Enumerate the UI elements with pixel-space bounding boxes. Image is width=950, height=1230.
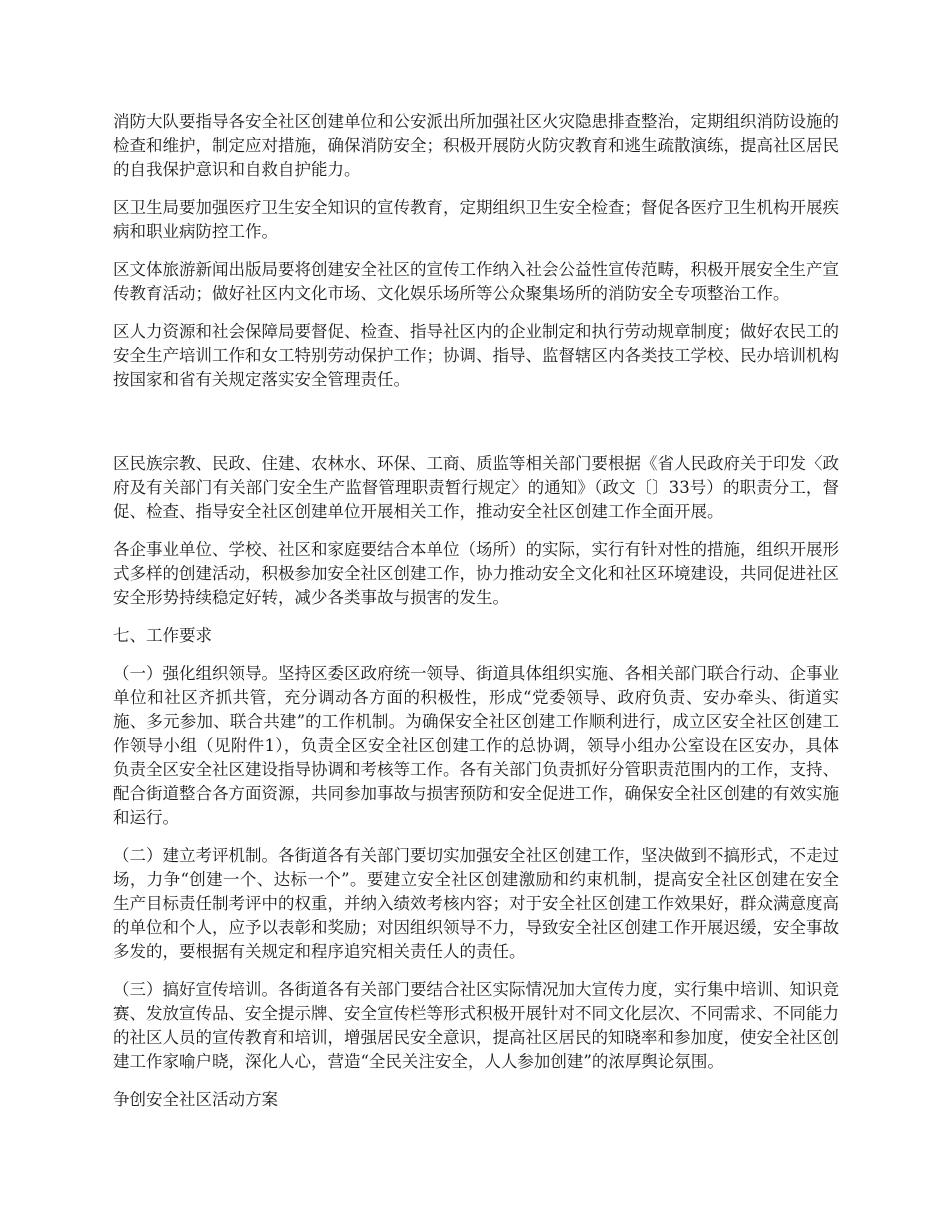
paragraph-enterprises: 各企事业单位、学校、社区和家庭要结合本单位（场所）的实际，实行有针对性的措施，组织开展形式多样的创建活动，积极参加安全社区创建工作，协力推动安全文化和社区环境建设，共同促进社区安全形势持续稳定好转，减少各类事故与损害的发生。 [113,540,839,607]
closing-title: 争创安全社区活动方案 [113,1090,278,1109]
requirement-item: （一）强化组织领导。坚持区委区政府统一领导、街道具体组织实施、各相关部门联合行动、企事业单位和社区齐抓共管，充分调动各方面的积极性，形成“党委领导、政府负责、安办牵头、街道实施、多元参加、联合共建”的工作机制。为确保安全社区创建工作顺利进行，成立区安全社区创建工作领导小组（见附件1），负责全区安全社区创建工作的总协调，领导小组办公室设在区安办，具体负责全区安全社区建设指导协调和考核等工作。各有关部门负责抓好分管职责范围内的工作，支持、配合街道整合各方面资源，共同参加事故与损害预防和安全促进工作，确保安全社区创建的有效实施和运行。 [113,664,839,827]
section-heading: 七、工作要求 [113,626,212,645]
paragraph-hr-bureau: 区人力资源和社会保障局要督促、检查、指导社区内的企业制定和执行劳动规章制度；做好农民工的安全生产培训工作和女工特别劳动保护工作；协调、指导、监督辖区内各类技工学校、民办培训机构按国家和省有关规定落实安全管理责任。 [113,322,839,389]
page-break-gap [113,406,839,452]
paragraph-health-bureau: 区卫生局要加强医疗卫生安全知识的宣传教育，定期组织卫生安全检查；督促各医疗卫生机构开展疾病和职业病防控工作。 [113,198,839,241]
paragraph-culture-bureau: 区文体旅游新闻出版局要将创建安全社区的宣传工作纳入社会公益性宣传范畴，积极开展安全生产宣传教育活动；做好社区内文化市场、文化娱乐场所等公众聚集场所的消防安全专项整治工作。 [113,260,839,303]
document-page [113,110,839,1126]
requirement-item: （二）建立考评机制。各街道各有关部门要切实加强安全社区创建工作，坚决做到不搞形式，不走过场，力争“创建一个、达标一个”。要建立安全社区创建激励和约束机制，提高安全社区创建在安全生产目标责任制考评中的权重，并纳入绩效考核内容；对于安全社区创建工作效果好，群众满意度高的单位和个人，应予以表彰和奖励；对因组织领导不力，导致安全社区创建工作开展迟缓，安全事故多发的，要根据有关规定和程序追究相关责任人的责任。 [113,846,839,961]
paragraph-related-departments: 区民族宗教、民政、住建、农林水、环保、工商、质监等相关部门要根据《省人民政府关于印发〈政府及有关部门有关部门安全生产监督管理职责暂行规定〉的通知》（政文〔〕33号）的职责分工，督促、检查、指导安全社区创建单位开展相关工作，推动安全社区创建工作全面开展。 [113,454,839,521]
requirement-item: （三）搞好宣传培训。各街道各有关部门要结合社区实际情况加大宣传力度，实行集中培训、知识竞赛、发放宣传品、安全提示牌、安全宣传栏等形式积极开展针对不同文化层次、不同需求、不同能力的社区人员的宣传教育和培训，增强居民安全意识，提高社区居民的知晓率和参加度，使安全社区创建工作家喻户晓，深化人心，营造“全民关注安全，人人参加创建”的浓厚舆论氛围。 [113,980,839,1071]
paragraph-fire-brigade: 消防大队要指导各安全社区创建单位和公安派出所加强社区火灾隐患排查整治，定期组织消防设施的检查和维护，制定应对措施，确保消防安全；积极开展防火防灾教育和逃生疏散演练，提高社区居民的自我保护意识和自救自护能力。 [113,112,839,179]
